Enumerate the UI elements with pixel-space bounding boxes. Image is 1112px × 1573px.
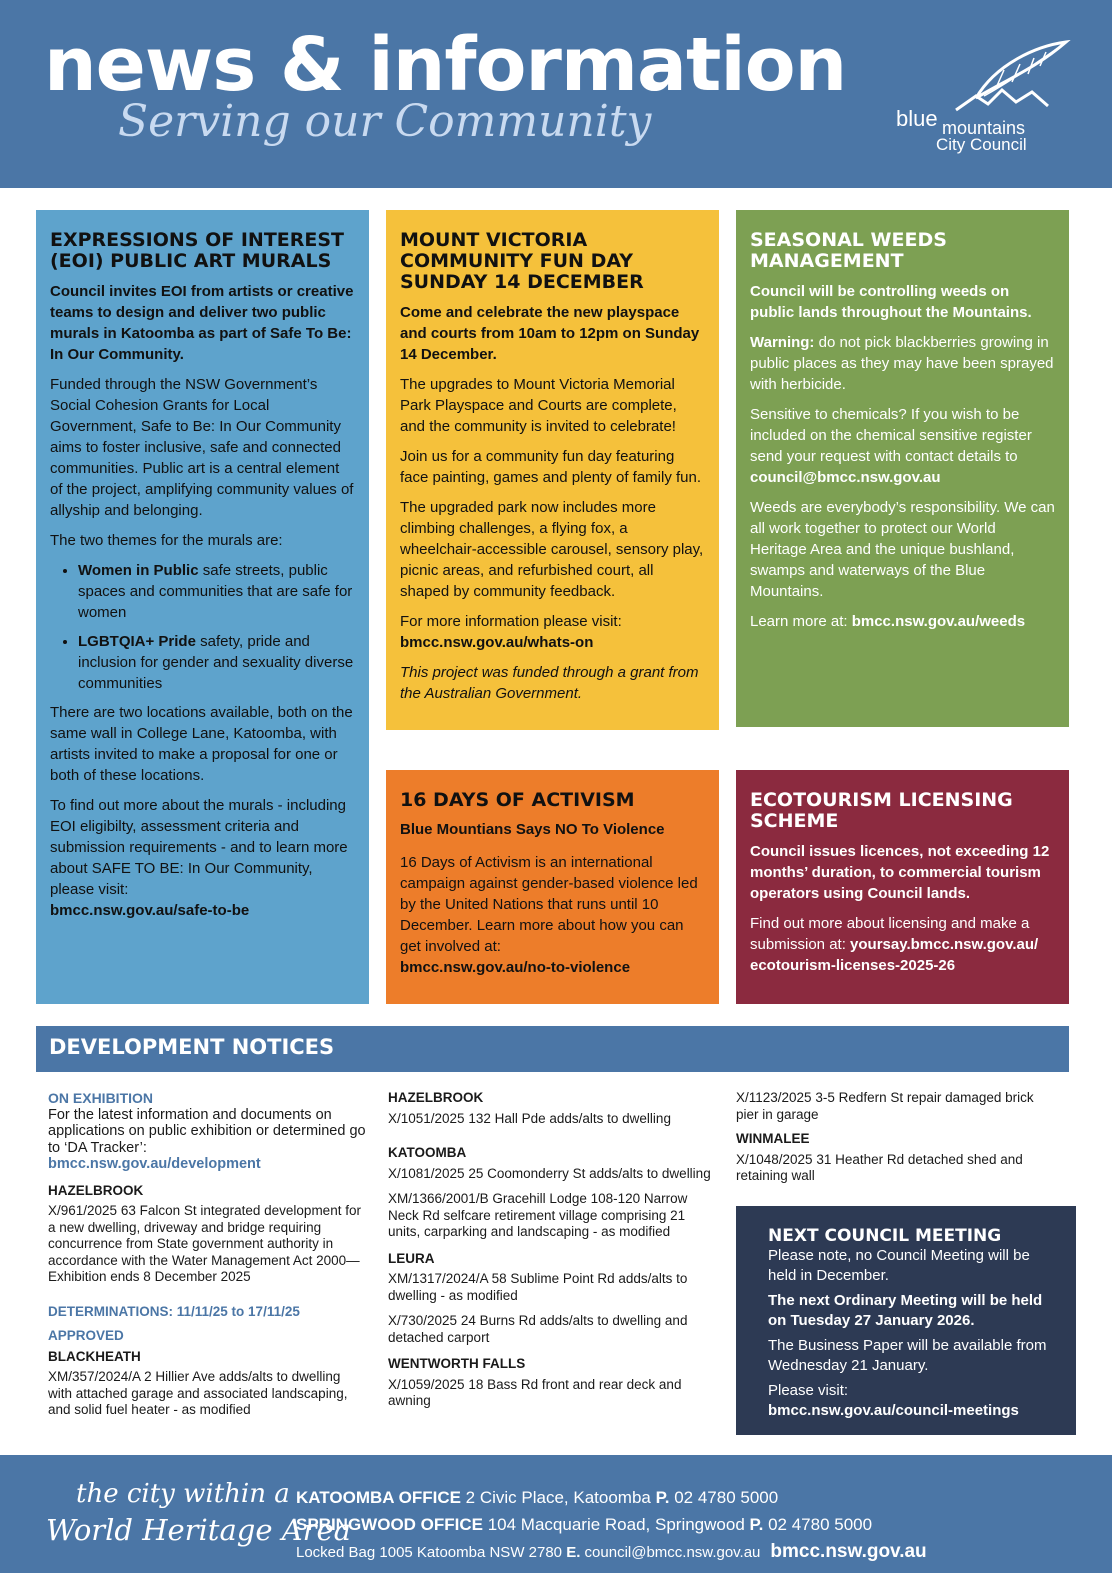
development-notices-bar (36, 1026, 1069, 1072)
weeds-title: SEASONAL WEEDS MANAGEMENT (750, 229, 947, 272)
eoi-link[interactable]: bmcc.nsw.gov.au/safe-to-be (50, 902, 250, 919)
eco-lead: Council issues licences, not exceeding 12 months’ duration, to commercial tourism operators using Council lands. (750, 843, 1050, 902)
dev-item: XM/1317/2024/A 58 Sublime Point Rd adds/alts to dwelling - as modified (388, 1271, 688, 1303)
council-logo (896, 40, 1076, 160)
logo-text-city-council: City Council (936, 135, 1027, 154)
weeds-paragraph-3: Weeds are everybody’s responsibility. We can all work together to protect our World Heritage Area and the unique bushland, swamps and waterways of the Blue Mountains. (750, 499, 1055, 600)
meeting-paragraph-1: Please note, no Council Meeting will be held in December. (768, 1247, 1030, 1284)
mtv-paragraph-1: The upgrades to Mount Victoria Memorial Park Playspace and Courts are complete, and the community is invited to celebrate! (400, 376, 677, 435)
eoi-theme-women (78, 560, 355, 623)
development-notices-title: DEVELOPMENT NOTICES (49, 1035, 335, 1059)
footer-email[interactable]: council@bmcc.nsw.gov.au (580, 1544, 761, 1561)
eoi-paragraph-4: To find out more about the murals - including EOI eligibilty, assessment criteria and submission requirements - and to learn more about SAFE TO BE: In Our Community, please visit: (50, 797, 348, 898)
on-exhibition-heading: ON EXHIBITION (48, 1090, 154, 1106)
katoomba-office-row (296, 1487, 778, 1509)
approved-heading: APPROVED (48, 1328, 124, 1343)
days-title: 16 DAYS OF ACTIVISM (400, 789, 635, 811)
tagline: Serving our Community (118, 96, 652, 147)
mtv-title: MOUNT VICTORIA COMMUNITY FUN DAY SUNDAY 14 DECEMBER (400, 229, 644, 293)
warning-label: Warning: (750, 334, 815, 351)
mtv-paragraph-4: For more information please visit: (400, 613, 622, 630)
dev-suburb: HAZELBROOK (388, 1090, 484, 1105)
eoi-themes-list (78, 560, 355, 694)
springwood-office-row (296, 1514, 872, 1536)
dev-item: XM/1366/2001/B Gracehill Lodge 108-120 Narrow Neck Rd selfcare retirement village comprising 21 units, carparking and landscaping - as modified (388, 1191, 688, 1239)
days-subtitle: Blue Mountians Says NO To Violence (400, 821, 665, 838)
weeds-email-link[interactable]: council@bmcc.nsw.gov.au (750, 469, 941, 486)
dev-suburb: BLACKHEATH (48, 1348, 141, 1364)
dev-item: XM/357/2024/A 2 Hillier Ave adds/alts to dwelling with attached garage and associated landscaping, and solid fuel heater - as modified (48, 1369, 348, 1417)
dev-column-1 (48, 1090, 368, 1419)
weeds-learn-more (750, 611, 1055, 632)
eoi-lead: Council invites EOI from artists or creative teams to design and deliver two public murals in Katoomba as part of Safe To Be: In Our Community. (50, 283, 354, 363)
mount-victoria-fun-day-panel (386, 210, 719, 730)
mtv-paragraph-3: The upgraded park now includes more climbing challenges, a flying fox, a wheelchair-accessible carousel, sensory play, picnic areas, and refurbished court, all shaped by community feedback. (400, 499, 704, 600)
exhibition-text: For the latest information and documents on applications on public exhibition or determined go to ‘DA Tracker’: (48, 1106, 366, 1156)
katoomba-phone-label: P. (655, 1488, 670, 1507)
eoi-murals-panel (36, 210, 369, 1004)
determinations-heading: DETERMINATIONS: 11/11/25 to 17/11/25 (48, 1303, 300, 1319)
dev-item: X/961/2025 63 Falcon St integrated development for a new dwelling, driveway and bridge requiring concurrence from State government authority in accordance with the Water Management Act 2000— Exhibition ends 8 December 2025 (48, 1203, 361, 1284)
locked-bag: Locked Bag 1005 Katoomba NSW 2780 (296, 1544, 567, 1561)
email-label: E. (566, 1544, 581, 1561)
exhibition-link[interactable]: bmcc.nsw.gov.au/development (48, 1156, 261, 1172)
mtv-paragraph-2: Join us for a community fun day featuring face painting, games and plenty of family fun. (400, 448, 702, 486)
next-council-meeting-box (736, 1206, 1076, 1435)
meeting-paragraph-3: The Business Paper will be available from Wednesday 21 January. (768, 1337, 1047, 1374)
dev-item: X/1123/2025 3-5 Redfern St repair damaged brick pier in garage (736, 1090, 1034, 1122)
mtv-lead: Come and celebrate the new playspace and courts from 10am to 12pm on Sunday 14 December. (400, 304, 700, 363)
page-header (0, 0, 1112, 188)
dev-suburb: HAZELBROOK (48, 1182, 144, 1198)
footer-slogan-line-1: the city within a (76, 1479, 290, 1509)
katoomba-phone[interactable]: 02 4780 5000 (669, 1488, 779, 1507)
meeting-title: NEXT COUNCIL MEETING (768, 1226, 1002, 1246)
page-footer (0, 1455, 1112, 1573)
weeds-paragraph-2-text: Sensitive to chemicals? If you wish to be included on the chemical sensitive register send your request with contact details to (750, 406, 1032, 465)
mtv-link[interactable]: bmcc.nsw.gov.au/whats-on (400, 634, 594, 651)
warning-text: do not pick blackberries growing in public places as they may have been sprayed with herbicide. (750, 334, 1054, 393)
dev-item: X/730/2025 24 Burns Rd adds/alts to dwelling and detached carport (388, 1313, 688, 1345)
seasonal-weeds-panel (736, 210, 1069, 727)
dev-item: X/1081/2025 25 Coomonderry St adds/alts to dwelling (388, 1165, 711, 1181)
dev-item: X/1059/2025 18 Bass Rd front and rear deck and awning (388, 1376, 682, 1408)
eco-paragraph-1 (750, 913, 1055, 976)
footer-slogan-line-2: World Heritage Area (46, 1513, 351, 1547)
meeting-link[interactable]: bmcc.nsw.gov.au/council-meetings (768, 1401, 1019, 1419)
meeting-paragraph-2: The next Ordinary Meeting will be held on Tuesday 27 January 2026. (768, 1292, 1043, 1329)
logo-text-mountains: mountains (942, 118, 1026, 138)
eoi-paragraph-3: There are two locations available, both on the same wall in College Lane, Katoomba, with artists invited to make a proposal for one or both of these locations. (50, 704, 353, 784)
meeting-paragraph-4: Please visit: (768, 1382, 849, 1399)
leaf-logo-icon (936, 40, 1072, 112)
dev-column-2 (388, 1090, 713, 1410)
dev-suburb: WINMALEE (736, 1131, 810, 1146)
page-title: news & information (44, 22, 847, 108)
mtv-funding-note: This project was funded through a grant from the Australian Government. (400, 664, 699, 702)
logo-text-blue: blue (896, 106, 938, 131)
weeds-paragraph-2 (750, 404, 1055, 488)
weeds-warning (750, 332, 1055, 395)
theme-label: Women in Public (78, 562, 199, 579)
springwood-label: SPRINGWOOD OFFICE (296, 1515, 483, 1534)
ecotourism-panel (736, 770, 1069, 1004)
springwood-address: 104 Macquarie Road, Springwood (483, 1515, 750, 1534)
weeds-lead: Council will be controlling weeds on public lands throughout the Mountains. (750, 283, 1032, 321)
springwood-phone-label: P. (749, 1515, 764, 1534)
theme-text: safety, pride and inclusion for gender and sexuality diverse communities (78, 633, 354, 692)
days-link[interactable]: bmcc.nsw.gov.au/no-to-violence (400, 959, 631, 976)
eoi-theme-pride (78, 631, 355, 694)
katoomba-label: KATOOMBA OFFICE (296, 1488, 461, 1507)
eoi-paragraph-2: The two themes for the murals are: (50, 532, 283, 549)
katoomba-address: 2 Civic Place, Katoomba (460, 1488, 656, 1507)
footer-website[interactable]: bmcc.nsw.gov.au (770, 1541, 927, 1562)
dev-item: X/1048/2025 31 Heather Rd detached shed and retaining wall (736, 1151, 1023, 1183)
weeds-link[interactable]: bmcc.nsw.gov.au/weeds (851, 613, 1026, 630)
springwood-phone[interactable]: 02 4780 5000 (763, 1515, 873, 1534)
dev-suburb: KATOOMBA (388, 1145, 467, 1160)
eco-link[interactable]: yoursay.bmcc.nsw.gov.au/ ecotourism-licenses-2025-26 (750, 936, 1039, 974)
days-paragraph-1: 16 Days of Activism is an international campaign against gender-based violence led by the United Nations that runs until 10 December. Learn more about how you can get involved at: (400, 854, 698, 955)
dev-column-3 (736, 1090, 1056, 1185)
dev-item: X/1051/2025 132 Hall Pde adds/alts to dwelling (388, 1110, 671, 1126)
theme-label: LGBTQIA+ Pride (78, 633, 196, 650)
eco-title: ECOTOURISM LICENSING SCHEME (750, 789, 1013, 832)
eco-paragraph-text: Find out more about licensing and make a submission at: (750, 915, 1030, 953)
dev-suburb: WENTWORTH FALLS (388, 1356, 526, 1371)
eoi-paragraph-1: Funded through the NSW Government’s Social Cohesion Grants for Local Government, Safe to Be: In Our Community aims to foster inclusive, safe and connected communities. Public art is a central element of the project, amplifying community values of allyship and belonging. (50, 376, 354, 519)
theme-text: safe streets, public spaces and communities that are safe for women (78, 562, 353, 621)
eoi-title: EXPRESSIONS OF INTEREST (EOI) PUBLIC ART MURALS (50, 229, 345, 272)
sixteen-days-activism-panel (386, 770, 719, 1004)
footer-contact-row (296, 1541, 927, 1564)
learn-label: Learn more at: (750, 613, 852, 630)
dev-suburb: LEURA (388, 1250, 435, 1266)
